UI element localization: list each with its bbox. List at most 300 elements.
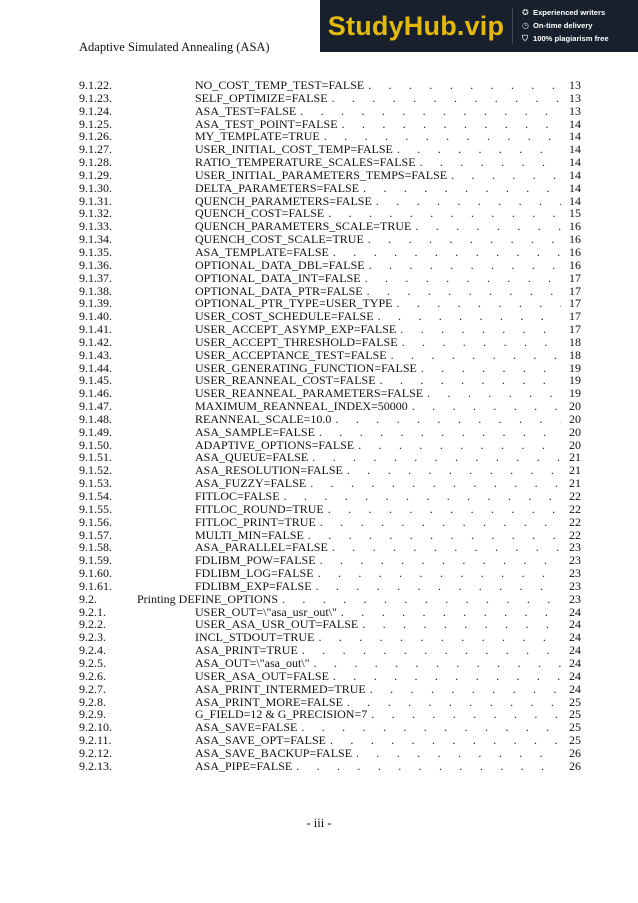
toc-dot-leader [314, 567, 561, 580]
toc-page-number: 19 [569, 386, 581, 401]
toc-entry[interactable] [79, 259, 581, 272]
toc-dot-leader [328, 92, 561, 105]
toc-dot-leader [306, 477, 561, 490]
toc-entry[interactable] [79, 105, 581, 118]
toc-dot-leader [364, 79, 561, 92]
toc-dot-leader [417, 362, 561, 375]
toc-title-with-leader [195, 516, 561, 529]
toc-entry[interactable] [79, 657, 581, 670]
toc-dot-leader [411, 220, 561, 233]
toc-title[interactable]: REANNEAL_SCALE=10.0 [195, 412, 332, 426]
toc-section-number: 9.2.11. [79, 733, 112, 748]
toc-dot-leader [363, 285, 561, 298]
toc-page-number: 23 [569, 540, 581, 555]
toc-section-number: 9.1.29. [79, 167, 112, 182]
toc-title-with-leader [195, 580, 561, 593]
toc-section-number: 9.1.31. [79, 193, 112, 208]
toc-dot-leader [416, 156, 561, 169]
toc-title-with-leader [195, 156, 561, 169]
toc-page-number: 13 [569, 90, 581, 105]
toc-title-with-leader [195, 541, 561, 554]
toc-entry[interactable] [79, 734, 581, 747]
toc-title[interactable]: FDLIBM_POW=FALSE [195, 554, 316, 568]
toc-page-number: 20 [569, 399, 581, 414]
toc-dot-leader [326, 734, 561, 747]
toc-section-number: 9.2.3. [79, 630, 106, 645]
studyhub-logo[interactable]: StudyHub.vip [327, 10, 505, 41]
toc-title[interactable]: Printing DEFINE_OPTIONS [137, 592, 279, 606]
running-header-title: Adaptive Simulated Annealing (ASA) [79, 40, 270, 54]
toc-title[interactable]: ASA_TEST=FALSE [195, 104, 297, 118]
toc-entry[interactable] [79, 233, 581, 246]
toc-section-number: 9.2.9. [79, 707, 106, 722]
toc-entry[interactable] [79, 323, 581, 336]
toc-entry[interactable] [79, 79, 581, 92]
toc-title-with-leader [195, 451, 561, 464]
toc-page-number: 22 [569, 489, 581, 503]
toc-title[interactable]: OPTIONAL_DATA_PTR=FALSE [195, 284, 363, 298]
toc-title[interactable]: USER_ACCEPT_THRESHOLD=FALSE [195, 335, 398, 349]
toc-entry[interactable] [79, 156, 581, 169]
toc-title[interactable]: ASA_TEST_POINT=FALSE [195, 117, 338, 131]
toc-section-number: 9.1.52. [79, 463, 112, 478]
toc-entry[interactable] [79, 400, 581, 413]
toc-title-with-leader [195, 631, 561, 644]
toc-title[interactable]: ASA_PARALLEL=FALSE [195, 541, 328, 555]
toc-entry[interactable] [79, 130, 581, 143]
toc-title-with-leader [195, 182, 561, 195]
toc-title-with-leader [195, 503, 561, 516]
toc-page-number: 23 [569, 553, 581, 568]
toc-page-number: 13 [569, 78, 581, 92]
toc-title-with-leader [195, 400, 561, 413]
toc-title[interactable]: QUENCH_PARAMETERS_SCALE=TRUE [195, 220, 412, 234]
banner-feature [522, 6, 638, 19]
toc-section-number: 9.2.6. [79, 668, 106, 683]
toc-section-number: 9.1.35. [79, 244, 112, 259]
studyhub-ad-banner[interactable] [320, 0, 638, 52]
toc-page-number: 21 [569, 476, 581, 491]
toc-dot-leader [365, 259, 561, 272]
toc-section-number: 9.1.55. [79, 501, 112, 516]
toc-page-number: 20 [569, 411, 581, 426]
toc-title-with-leader [195, 644, 561, 657]
check-circle-icon: ✪ [522, 8, 529, 17]
toc-section-number: 9.1.53. [79, 476, 112, 491]
toc-section-number: 9.1.51. [79, 450, 112, 465]
toc-title[interactable]: ASA_SAVE_BACKUP=FALSE [195, 746, 353, 760]
toc-section-number: 9.1.48. [79, 411, 112, 426]
toc-title-with-leader [195, 567, 561, 580]
banner-feature-text: Experienced writers [533, 8, 606, 17]
toc-entry[interactable] [79, 490, 581, 503]
toc-title-with-leader [195, 696, 561, 709]
toc-section-number: 9.1.23. [79, 90, 112, 105]
toc-entry[interactable] [79, 683, 581, 696]
toc-entry[interactable] [79, 92, 581, 105]
toc-page-number: 25 [569, 733, 581, 748]
toc-title-with-leader [195, 708, 561, 721]
toc-entry[interactable] [79, 451, 581, 464]
toc-section-number: 9.1.42. [79, 334, 112, 349]
toc-title[interactable]: USER_OUT=\"asa_usr_out\" [195, 605, 337, 619]
toc-title-with-leader [195, 130, 561, 143]
toc-dot-leader [278, 593, 561, 606]
toc-section-number: 9.1.60. [79, 566, 112, 581]
toc-entry[interactable] [79, 169, 581, 182]
toc-title-with-leader [195, 618, 561, 631]
toc-page-number: 16 [569, 257, 581, 272]
toc-page-number: 14 [569, 116, 581, 131]
toc-entry[interactable] [79, 554, 581, 567]
toc-entry[interactable] [79, 567, 581, 580]
toc-title[interactable]: USER_INITIAL_COST_TEMP=FALSE [195, 143, 393, 157]
toc-section-number: 9.2.4. [79, 643, 106, 658]
toc-title-with-leader [195, 297, 561, 310]
toc-entry[interactable] [79, 413, 581, 426]
toc-page-number: 24 [569, 604, 581, 619]
toc-page-number: 14 [569, 142, 581, 157]
banner-feature-text: On-time delivery [533, 21, 593, 30]
toc-dot-leader [338, 118, 561, 131]
toc-title[interactable]: USER_REANNEAL_PARAMETERS=FALSE [195, 387, 424, 401]
toc-title[interactable]: ADAPTIVE_OPTIONS=FALSE [195, 438, 355, 452]
toc-title[interactable]: OPTIONAL_DATA_INT=FALSE [195, 271, 361, 285]
toc-section-number: 9.1.40. [79, 309, 112, 324]
toc-title[interactable]: MULTI_MIN=FALSE [195, 528, 304, 542]
toc-page-number: 19 [569, 360, 581, 375]
toc-title[interactable]: ASA_PIPE=FALSE [195, 759, 293, 773]
toc-page-number: 14 [569, 129, 581, 144]
toc-title[interactable]: USER_GENERATING_FUNCTION=FALSE [195, 361, 417, 375]
toc-title[interactable]: QUENCH_COST=FALSE [195, 207, 325, 221]
toc-dot-leader [280, 490, 561, 503]
toc-dot-leader [398, 336, 561, 349]
toc-title-with-leader [195, 259, 561, 272]
toc-title-with-leader [195, 760, 561, 773]
toc-title[interactable]: USER_ACCEPT_ASYMP_EXP=FALSE [195, 323, 397, 336]
toc-section-number: 9.1.50. [79, 437, 112, 452]
toc-page-number: 23 [569, 578, 581, 593]
toc-dot-leader [364, 233, 561, 246]
toc-page-number: 23 [569, 566, 581, 581]
toc-section-number: 9.1.24. [79, 103, 112, 118]
toc-dot-leader [316, 554, 561, 567]
toc-page-number: 17 [569, 270, 581, 285]
toc-entry[interactable] [79, 439, 581, 452]
toc-title[interactable]: FITLOC_PRINT=TRUE [195, 515, 316, 529]
toc-section-number: 9.1.47. [79, 399, 112, 414]
toc-entry[interactable] [79, 708, 581, 721]
toc-title[interactable]: USER_INITIAL_PARAMETERS_TEMPS=FALSE [195, 168, 448, 182]
toc-dot-leader [314, 631, 561, 644]
toc-title-with-leader [195, 490, 561, 503]
clock-icon: ◷ [522, 21, 529, 30]
toc-entry[interactable] [79, 285, 581, 298]
toc-section-number: 9.1.39. [79, 296, 112, 311]
toc-section-number: 9.2.7. [79, 681, 106, 696]
toc-dot-leader [376, 374, 561, 387]
toc-title[interactable]: FDLIBM_EXP=FALSE [195, 579, 312, 593]
toc-dot-leader [337, 606, 561, 619]
toc-page-number: 25 [569, 720, 581, 735]
toc-title-with-leader [195, 606, 561, 619]
toc-entry[interactable] [79, 631, 581, 644]
toc-entry[interactable] [79, 593, 581, 606]
toc-title[interactable]: ASA_QUEUE=FALSE [195, 451, 309, 465]
toc-section-number: 9.1.54. [79, 489, 112, 503]
toc-dot-leader [393, 143, 561, 156]
toc-section-number: 9.1.59. [79, 553, 112, 568]
toc-dot-leader [343, 696, 561, 709]
toc-entry[interactable] [79, 310, 581, 323]
toc-entry[interactable] [79, 336, 581, 349]
toc-section-number: 9.1.33. [79, 219, 112, 234]
toc-section-number: 9.2. [79, 591, 97, 606]
toc-entry[interactable] [79, 747, 581, 760]
toc-entry[interactable] [79, 118, 581, 131]
toc-title-with-leader [195, 721, 561, 734]
toc-entry[interactable] [79, 670, 581, 683]
toc-dot-leader [297, 721, 561, 734]
toc-section-number: 9.1.61. [79, 578, 112, 593]
toc-title-with-leader [195, 413, 561, 426]
toc-title[interactable]: ASA_SAVE=FALSE [195, 721, 298, 735]
toc-page-number: 26 [569, 758, 581, 773]
toc-title-with-leader [195, 426, 561, 439]
toc-title-with-leader [195, 207, 561, 220]
toc-page-number: 17 [569, 322, 581, 337]
toc-entry[interactable] [79, 721, 581, 734]
toc-page-number: 16 [569, 232, 581, 247]
toc-entry[interactable] [79, 503, 581, 516]
toc-dot-leader [361, 272, 561, 285]
toc-title[interactable]: ASA_SAMPLE=FALSE [195, 425, 315, 439]
toc-dot-leader [408, 400, 561, 413]
toc-title[interactable]: FDLIBM_LOG=FALSE [195, 567, 314, 580]
toc-dot-leader [310, 657, 561, 670]
toc-title[interactable]: OPTIONAL_DATA_DBL=FALSE [195, 258, 365, 272]
toc-title-with-leader [195, 683, 561, 696]
toc-page-number: 17 [569, 283, 581, 298]
toc-title[interactable]: ASA_PRINT=TRUE [195, 644, 298, 657]
toc-dot-leader [387, 349, 561, 362]
toc-page-number: 17 [569, 309, 581, 324]
toc-section-number: 9.1.45. [79, 373, 112, 388]
toc-dot-leader [396, 323, 561, 336]
toc-entry[interactable] [79, 464, 581, 477]
toc-entry[interactable] [79, 387, 581, 400]
toc-section-number: 9.1.57. [79, 527, 112, 542]
banner-feature [522, 32, 638, 45]
toc-section-number: 9.1.25. [79, 116, 112, 131]
toc-page-number: 14 [569, 167, 581, 182]
toc-section-number: 9.2.1. [79, 604, 106, 619]
toc-title[interactable]: QUENCH_COST_SCALE=TRUE [195, 233, 364, 246]
toc-title-with-leader [195, 747, 561, 760]
toc-dot-leader [423, 387, 561, 400]
toc-entry[interactable] [79, 426, 581, 439]
toc-section-number: 9.1.36. [79, 257, 112, 272]
toc-dot-leader [292, 760, 561, 773]
page-number: - iii - [306, 816, 332, 830]
toc-title[interactable]: G_FIELD=12 & G_PRECISION=7 [195, 708, 368, 722]
toc-title[interactable]: OPTIONAL_PTR_TYPE=USER_TYPE [195, 297, 393, 311]
toc-entry[interactable] [79, 246, 581, 259]
toc-dot-leader [352, 747, 561, 760]
toc-title-with-leader [195, 439, 561, 452]
toc-title[interactable]: ASA_OUT=\"asa_out\" [195, 656, 310, 670]
toc-page-number: 20 [569, 424, 581, 439]
toc-entry[interactable] [79, 696, 581, 709]
toc-title[interactable]: NO_COST_TEMP_TEST=FALSE [195, 79, 365, 92]
toc-title-with-leader [195, 657, 561, 670]
toc-section-number: 9.1.41. [79, 322, 112, 337]
toc-entry[interactable] [79, 529, 581, 542]
toc-entry[interactable] [79, 644, 581, 657]
toc-page-number: 21 [569, 450, 581, 465]
toc-title-with-leader [195, 118, 561, 131]
toc-title-with-leader [195, 529, 561, 542]
toc-section-number: 9.1.58. [79, 540, 112, 555]
toc-page-number: 14 [569, 180, 581, 195]
toc-page-number: 24 [569, 655, 581, 670]
toc-section-number: 9.2.8. [79, 694, 106, 709]
toc-page-number: 16 [569, 244, 581, 259]
toc-section-number: 9.1.22. [79, 78, 112, 92]
toc-entry[interactable] [79, 207, 581, 220]
toc-dot-leader [366, 683, 561, 696]
toc-entry[interactable] [79, 349, 581, 362]
toc-title-with-leader [195, 233, 561, 246]
toc-entry[interactable] [79, 143, 581, 156]
toc-title-with-leader [195, 195, 561, 208]
toc-section-number: 9.1.43. [79, 347, 112, 362]
toc-page-number: 19 [569, 373, 581, 388]
toc-dot-leader [316, 516, 561, 529]
toc-dot-leader [328, 541, 561, 554]
toc-title[interactable]: ASA_TEMPLATE=FALSE [195, 245, 329, 259]
toc-title[interactable]: SELF_OPTIMIZE=FALSE [195, 91, 328, 105]
toc-section-number: 9.1.32. [79, 206, 112, 221]
toc-page-number: 18 [569, 347, 581, 362]
toc-title[interactable]: USER_ASA_OUT=FALSE [195, 669, 329, 683]
toc-title[interactable]: FITLOC=FALSE [195, 490, 280, 503]
toc-page-number: 16 [569, 219, 581, 234]
toc-title-with-leader [195, 336, 561, 349]
toc-title[interactable]: USER_REANNEAL_COST=FALSE [195, 374, 376, 388]
toc-section-number: 9.2.12. [79, 745, 112, 760]
toc-title[interactable]: MY_TEMPLATE=TRUE [195, 130, 320, 144]
toc-dot-leader [324, 503, 561, 516]
toc-page-number: 24 [569, 617, 581, 632]
toc-dot-leader [315, 426, 561, 439]
toc-page-number: 18 [569, 334, 581, 349]
toc-title-with-leader [195, 220, 561, 233]
table-of-contents [79, 79, 581, 773]
toc-dot-leader [392, 297, 561, 310]
toc-entry[interactable] [79, 272, 581, 285]
banner-feature [522, 19, 638, 32]
toc-page-number: 25 [569, 694, 581, 709]
toc-title-with-leader [195, 362, 561, 375]
toc-title-with-leader [195, 143, 561, 156]
toc-entry[interactable] [79, 580, 581, 593]
toc-entry[interactable] [79, 606, 581, 619]
toc-entry[interactable] [79, 195, 581, 208]
toc-title-with-leader [195, 387, 561, 400]
toc-section-number: 9.1.37. [79, 270, 112, 285]
toc-title-with-leader [195, 169, 561, 182]
toc-page-number: 22 [569, 514, 581, 529]
toc-section-number: 9.1.28. [79, 155, 112, 170]
toc-title-with-leader [195, 79, 561, 92]
toc-section-number: 9.1.56. [79, 514, 112, 529]
toc-dot-leader [359, 182, 561, 195]
toc-title[interactable]: ASA_SAVE_OPT=FALSE [195, 734, 327, 747]
toc-page-number: 13 [569, 103, 581, 118]
toc-title[interactable]: MAXIMUM_REANNEAL_INDEX=50000 [195, 400, 408, 413]
toc-title[interactable]: FITLOC_ROUND=TRUE [195, 502, 324, 516]
toc-page-number: 17 [569, 296, 581, 311]
toc-dot-leader [343, 464, 561, 477]
toc-entry[interactable] [79, 541, 581, 554]
toc-dot-leader [447, 169, 561, 182]
toc-entry[interactable] [79, 618, 581, 631]
toc-entry[interactable] [79, 477, 581, 490]
toc-page-number: 22 [569, 501, 581, 516]
toc-page-number: 26 [569, 745, 581, 760]
toc-title[interactable]: RATIO_TEMPERATURE_SCALES=FALSE [195, 156, 416, 169]
toc-entry[interactable] [79, 297, 581, 310]
toc-entry[interactable] [79, 362, 581, 375]
toc-page-number: 14 [569, 155, 581, 170]
toc-title[interactable]: USER_COST_SCHEDULE=FALSE [195, 310, 374, 324]
toc-page-number: 24 [569, 630, 581, 645]
toc-entry[interactable] [79, 374, 581, 387]
toc-title[interactable]: USER_ASA_USR_OUT=FALSE [195, 618, 359, 632]
toc-title-with-leader [195, 310, 561, 323]
toc-title-with-leader [195, 670, 561, 683]
toc-entry[interactable] [79, 516, 581, 529]
toc-page-number: 24 [569, 668, 581, 683]
toc-page-number: 23 [569, 591, 581, 606]
toc-title[interactable]: ASA_RESOLUTION=FALSE [195, 464, 343, 478]
toc-title[interactable]: ASA_PRINT_INTERMED=TRUE [195, 682, 366, 696]
banner-feature-list [513, 0, 638, 52]
toc-title[interactable]: QUENCH_PARAMETERS=FALSE [195, 194, 372, 208]
toc-title-with-leader [137, 593, 561, 606]
toc-page-number: 15 [569, 206, 581, 221]
toc-title[interactable]: ASA_PRINT_MORE=FALSE [195, 695, 343, 709]
toc-title[interactable]: INCL_STDOUT=TRUE [195, 631, 315, 645]
toc-entry[interactable] [79, 220, 581, 233]
toc-section-number: 9.2.5. [79, 655, 106, 670]
toc-title-with-leader [195, 374, 561, 387]
toc-entry[interactable] [79, 760, 581, 773]
toc-title[interactable]: ASA_FUZZY=FALSE [195, 477, 307, 490]
toc-page-number: 24 [569, 643, 581, 658]
toc-dot-leader [358, 618, 561, 631]
toc-title-with-leader [195, 92, 561, 105]
toc-page-number: 25 [569, 707, 581, 722]
toc-page-number: 20 [569, 437, 581, 452]
toc-dot-leader [324, 207, 561, 220]
toc-title[interactable]: USER_ACCEPTANCE_TEST=FALSE [195, 348, 387, 362]
toc-page-number: 14 [569, 193, 581, 208]
toc-title[interactable]: DELTA_PARAMETERS=FALSE [195, 181, 360, 195]
toc-entry[interactable] [79, 182, 581, 195]
